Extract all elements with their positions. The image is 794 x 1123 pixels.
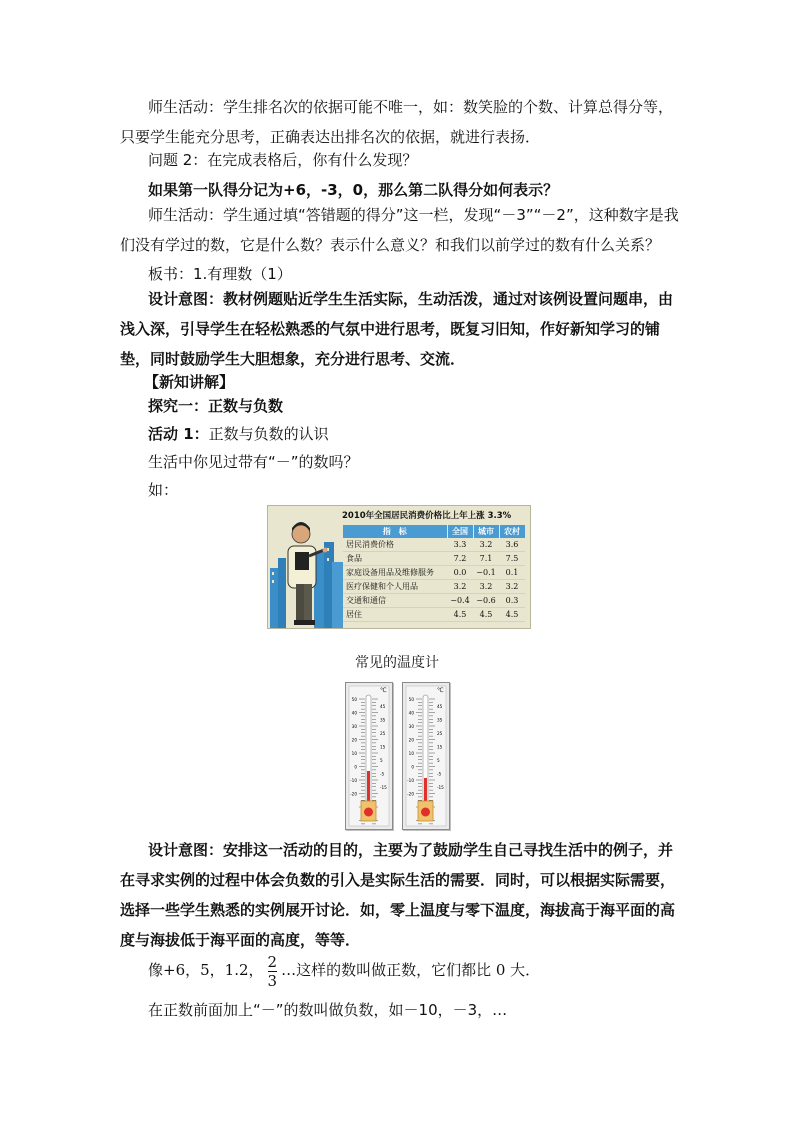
scale-label-right: -15 [380, 784, 387, 790]
table-row [343, 580, 525, 594]
positive-examples: 像+6，5，1.2， [148, 961, 264, 979]
cell-urban: −0.6 [473, 594, 499, 608]
cell-rural: 0.1 [499, 566, 525, 580]
cell-national: 0.0 [447, 566, 473, 580]
header-national: 全国 [447, 525, 473, 538]
cell-rural: 3.6 [499, 538, 525, 552]
cell-urban: 4.5 [473, 608, 499, 622]
cell-national: 4.5 [447, 608, 473, 622]
paragraph-teacher-activity-1: 师生活动：学生排名次的依据可能不唯一，如：数笑脸的个数、计算总得分等，只要学生能充分思考，正确表达出排名次的依据，就进行表扬． [120, 98, 674, 146]
scale-label-right: 5 [437, 757, 440, 763]
scale-label-right: 35 [437, 717, 443, 723]
cell-rural: 3.2 [499, 580, 525, 594]
exploration-title: 正数与负数 [208, 397, 284, 415]
question-2: 问题 2：在完成表格后，你有什么发现？ [148, 151, 418, 169]
cpi-header-row [343, 525, 525, 538]
scale-label-right: 45 [380, 703, 386, 709]
scale-label-right: 15 [437, 744, 443, 750]
header-urban: 城市 [473, 525, 499, 538]
row-label: 医疗保健和个人用品 [343, 580, 447, 594]
row-label: 居住 [343, 608, 447, 622]
scale-label-right: 15 [380, 744, 386, 750]
unit-label: ℃ [380, 687, 387, 694]
thermometer-left-graphic [346, 683, 392, 829]
design-intent-text: 设计意图：安排这一活动的目的，主要为了鼓励学生自己寻找生活中的例子，并在寻求实例的过程中体会负数的引入是实际生活的需要．同时，可以根据实际需要，选择一些学生熟悉的实例展开讨论．如，零上温度与零下温度，海拔高于海平面的高度与海拔低于海平面的高度，等等． [120, 841, 676, 949]
exploration-1 [148, 396, 283, 416]
scale-label-left: 0 [354, 764, 357, 770]
scale-label-left: -10 [407, 778, 414, 783]
thermometer-caption: 常见的温度计 [355, 655, 439, 671]
scale-label-left: 10 [351, 751, 357, 756]
scale-label-left: -20 [350, 791, 357, 797]
scale-label-left: 10 [408, 751, 414, 756]
cell-national: 3.2 [447, 580, 473, 594]
scale-label-right: 35 [380, 717, 386, 723]
cell-urban: 3.2 [473, 580, 499, 594]
scale-label-right: 45 [437, 703, 443, 709]
scale-label-left: 0 [411, 764, 414, 770]
unit-label: ℃ [437, 687, 444, 694]
scale-label-left: -20 [407, 791, 414, 797]
section-heading-new-knowledge: 【新知讲解】 [144, 373, 235, 391]
scale-label-right: -5 [437, 771, 442, 777]
cell-rural: 0.3 [499, 594, 525, 608]
cpi-title: 2010年全国居民消费价格比上年上涨 3.3% [342, 511, 512, 521]
scale-label-right: -15 [437, 784, 444, 790]
activity-1 [148, 424, 329, 444]
scale-label-right: 25 [437, 730, 443, 736]
header-indicator: 指 标 [343, 525, 447, 538]
fraction-numerator: 2 [267, 952, 278, 971]
cpi-table [343, 525, 526, 622]
cell-national: 7.2 [447, 552, 473, 566]
table-row [343, 566, 525, 580]
thermometer-right-graphic [403, 683, 449, 829]
scale-label-left: 20 [408, 737, 414, 743]
scale-label-left: 50 [408, 697, 414, 702]
table-row [343, 594, 525, 608]
scale-label-right: 25 [380, 730, 386, 736]
question-negative-numbers: 生活中你见过带有“－”的数吗？ [148, 453, 359, 471]
cpi-figure [267, 505, 531, 629]
scale-label-left: 50 [351, 697, 357, 702]
table-row [343, 552, 525, 566]
cell-urban: 7.1 [473, 552, 499, 566]
paragraph-design-intent-2 [120, 835, 680, 955]
row-label: 家庭设备用品及维修服务 [343, 566, 447, 580]
paragraph-design-intent-1: 设计意图：教材例题贴近学生生活实际，生动活泼，通过对该例设置问题串，由浅入深，引导学生在轻松熟悉的气氛中进行思考，既复习旧知，作好新知学习的铺垫，同时鼓励学生大胆想象，充分进行思考、交流． [120, 290, 674, 368]
cell-urban: −0.1 [473, 566, 499, 580]
board-note: 板书：1.有理数（1） [148, 265, 292, 283]
question-score-representation: 如果第一队得分记为+6，-3，0，那么第二队得分如何表示？ [148, 181, 559, 199]
positive-number-definition [148, 950, 540, 990]
cell-national: −0.4 [447, 594, 473, 608]
row-label: 居民消费价格 [343, 538, 447, 552]
cell-national: 3.3 [447, 538, 473, 552]
header-rural: 农村 [499, 525, 525, 538]
cell-rural: 4.5 [499, 608, 525, 622]
scale-label-left: 30 [351, 724, 357, 729]
activity-label: 活动 1： [148, 425, 209, 443]
scale-label-left: 30 [408, 724, 414, 729]
cell-urban: 3.2 [473, 538, 499, 552]
businessman-illustration [268, 506, 343, 628]
example-intro: 如： [148, 481, 179, 499]
activity-title: 正数与负数的认识 [208, 425, 329, 443]
cell-rural: 7.5 [499, 552, 525, 566]
scale-label-left: 40 [351, 710, 357, 716]
scale-label-left: -10 [350, 778, 357, 783]
scale-label-right: 5 [380, 757, 383, 763]
table-row [343, 608, 525, 622]
paragraph-teacher-activity-2: 师生活动：学生通过填“答错题的得分”这一栏，发现“－3”“－2”，这种数字是我们没有学过的数，它是什么数？表示什么意义？和我们以前学过的数有什么关系？ [120, 206, 679, 254]
positive-definition-text: …这样的数叫做正数，它们都比 0 大． [281, 961, 541, 979]
fraction-denominator: 3 [267, 971, 278, 990]
thermometer-left [345, 682, 393, 830]
fraction-two-thirds [268, 953, 278, 990]
thermometer-right [402, 682, 450, 830]
scale-label-left: 20 [351, 737, 357, 743]
negative-number-definition: 在正数前面加上“－”的数叫做负数，如－10，－3，… [148, 1001, 508, 1019]
exploration-label: 探究一： [148, 397, 209, 415]
scale-label-right: -5 [380, 771, 385, 777]
table-row [343, 538, 525, 552]
row-label: 交通和通信 [343, 594, 447, 608]
row-label: 食品 [343, 552, 447, 566]
scale-label-left: 40 [408, 710, 414, 716]
